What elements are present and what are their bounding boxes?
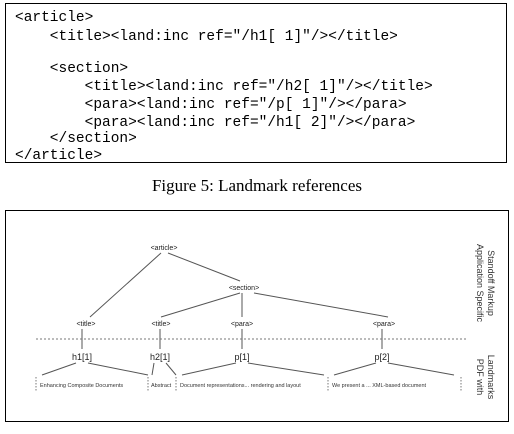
- side-label-pdf-1: PDF with: [475, 358, 485, 396]
- code-listing: [5, 3, 507, 163]
- side-label-standoff-1: Application Specific: [475, 243, 485, 323]
- edge-section-title: [161, 293, 240, 317]
- side-label-pdf-2: Landmarks: [486, 354, 496, 400]
- landmark-diagram: [6, 211, 510, 423]
- node-title: <title>: [76, 321, 96, 328]
- pdf-text-paragraph: Document representations... rendering and layout: [180, 383, 301, 389]
- edge-p2-text-left: [334, 363, 376, 375]
- code-line: </section>: [15, 131, 137, 147]
- code-line: <para><land:inc ref="/p[ 1]"/></para>: [15, 97, 407, 113]
- side-label-standoff-2: Standoff Markup: [486, 250, 496, 316]
- edge-h2-text-left: [152, 363, 154, 375]
- edge-h1-text-right: [88, 363, 148, 375]
- code-line: <title><land:inc ref="/h2[ 1]"/></title>: [15, 79, 433, 95]
- landmark-p-1: p[1]: [234, 352, 250, 362]
- landmark-p-2: p[2]: [374, 352, 390, 362]
- landmark-h2-1: h2[1]: [149, 352, 171, 362]
- node-para: <para>: [372, 321, 396, 328]
- edge-p1-text-left: [182, 363, 236, 375]
- landmark-h1-1: h1[1]: [71, 352, 93, 362]
- edge-h2-text-right: [166, 363, 176, 375]
- edge-p2-text-right: [388, 363, 454, 375]
- pdf-text-title: Enhancing Composite Documents: [40, 383, 124, 389]
- edge-p1-text-right: [248, 363, 324, 375]
- figure-caption: Figure 5: Landmark references: [151, 176, 363, 195]
- edge-article-section: [168, 253, 240, 281]
- node-para: <para>: [230, 321, 254, 328]
- pdf-text-abstract: Abstract: [151, 383, 172, 389]
- node-title: <title>: [151, 321, 171, 328]
- edge-section-para2: [254, 293, 388, 317]
- edge-h1-text-left: [42, 363, 76, 375]
- code-line: </article>: [15, 148, 103, 164]
- code-line: <section>: [15, 61, 129, 77]
- code-line: <title><land:inc ref="/h1[ 1]"/></title>: [15, 29, 398, 45]
- pdf-text-heading: We present a ... XML-based document: [332, 383, 427, 389]
- figure-box: [5, 210, 509, 422]
- node-section: <section>: [228, 285, 260, 292]
- node-article: <article>: [150, 245, 178, 252]
- edge-article-title: [90, 253, 161, 317]
- code-line: <para><land:inc ref="/h1[ 2]"/></para>: [15, 115, 416, 131]
- code-line: <article>: [15, 10, 94, 26]
